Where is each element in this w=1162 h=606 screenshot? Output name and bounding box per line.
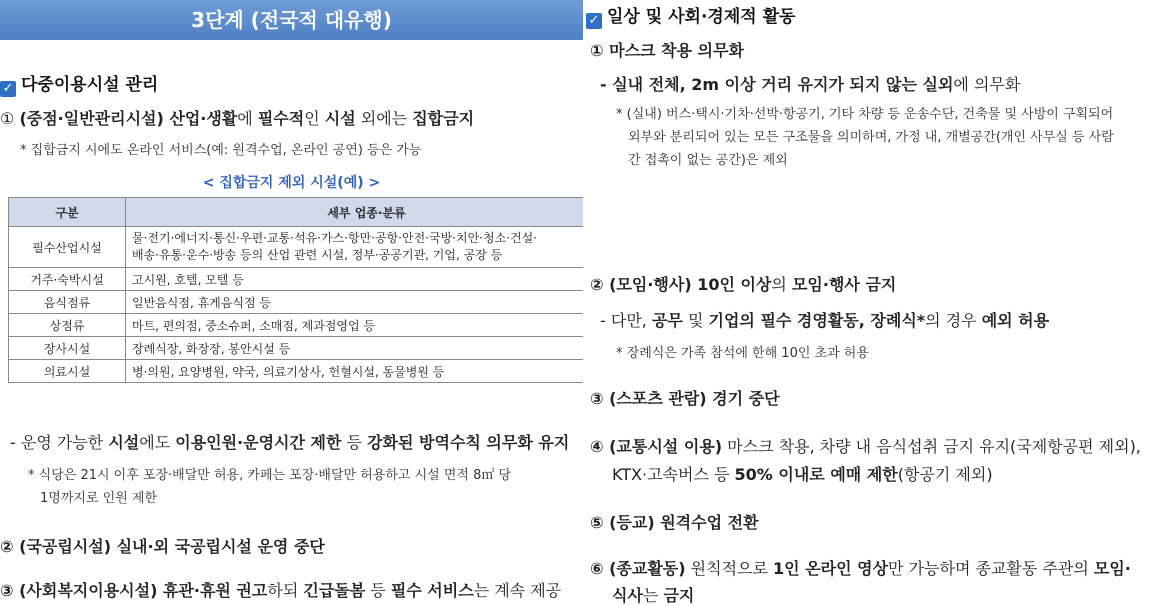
table-cell-category: 의료시설 xyxy=(9,360,126,383)
right-item2-part1: 의 xyxy=(771,275,792,294)
item3-part4: 필수 서비스 xyxy=(390,581,474,600)
right-item6-line2-part0: 식사 xyxy=(612,586,643,605)
table-header-category: 구분 xyxy=(9,198,126,227)
table-row xyxy=(9,227,584,268)
left-item1 xyxy=(0,106,583,130)
left-section-title xyxy=(0,70,158,97)
left-section-title-text: 다중이용시설 관리 xyxy=(21,75,159,95)
item1-note: * 집합금지 시에도 온라인 서비스(예: 원격수업, 온라인 공연) 등은 가능 xyxy=(20,143,422,158)
table-cell-category: 거주·숙박시설 xyxy=(9,268,126,291)
bullet1-part0: - 운영 가능한 xyxy=(10,433,109,452)
table-cell-detail: 일반음식점, 휴게음식점 등 xyxy=(126,291,584,314)
right-item1-note-line3: 간 접촉이 없는 공간)은 제외 xyxy=(628,153,788,168)
item1-part4: 시설 xyxy=(324,109,356,128)
bullet1-part2: 에도 xyxy=(139,433,176,452)
bullet1-note2: 1명까지로 인원 제한 xyxy=(40,491,157,506)
item3-part3: 등 xyxy=(365,581,391,600)
right-item1-note-line2: 외부와 분리되어 있는 모든 구조물을 의미하며, 가정 내, 개별공간(개인 사무실 등 사람 xyxy=(628,130,1114,145)
right-item2-line-part1: 공무 xyxy=(651,311,683,330)
table-cell-category: 장사시설 xyxy=(9,337,126,360)
right-item2-part2: 모임·행사 금지 xyxy=(791,275,897,294)
table-row xyxy=(9,291,584,314)
right-item1-line xyxy=(600,72,1020,95)
table-cell-category: 음식점류 xyxy=(9,291,126,314)
right-item2-line-part4: 의 경우 xyxy=(925,311,982,330)
item1-part1: 에 xyxy=(237,109,258,128)
right-item6-part2: 1인 온라인 영상 xyxy=(773,559,889,578)
right-item4-line2 xyxy=(612,462,993,485)
right-item2-line-part0: - 다만, xyxy=(600,311,652,330)
table-row xyxy=(9,268,584,291)
stage-banner: 3단계 (전국적 대유행) xyxy=(0,0,583,40)
bullet1-part1: 시설 xyxy=(108,433,140,452)
right-item4-line2-part0: KTX·고속버스 등 xyxy=(612,465,735,484)
right-item6-part1: 원칙적으로 xyxy=(685,559,774,578)
table-cell-detail: 고시원, 호텔, 모텔 등 xyxy=(126,268,584,291)
right-item4-line2-part1: 50% 이내로 예매 제한 xyxy=(734,465,898,484)
checkbox-icon: ✓ xyxy=(0,81,16,97)
item3-part5: 는 계속 제공 xyxy=(473,581,562,600)
right-item2 xyxy=(590,272,896,295)
right-item2-line-part2: 및 xyxy=(682,311,709,330)
right-item2-line xyxy=(600,308,1049,331)
item1-part3: 인 xyxy=(304,109,325,128)
bullet1-part5: 강화된 방역수칙 의무화 유지 xyxy=(367,433,570,452)
right-item1-line-part0: - 실내 전체, 2m 이상 거리 유지가 되지 않는 실외 xyxy=(600,75,954,94)
item3-part0: ③ (사회복지이용시설) 휴관·휴원 권고 xyxy=(0,581,268,600)
right-item1: ① 마스크 착용 의무화 xyxy=(590,41,744,60)
right-item6-part4: 모임· xyxy=(1093,559,1131,578)
bullet1-part4: 등 xyxy=(341,433,368,452)
table-row xyxy=(9,337,584,360)
right-item4-part1: 마스크 착용, 차량 내 음식섭취 금지 유지(국제항공편 제외), xyxy=(722,437,1141,456)
right-item2-line-part5: 예외 허용 xyxy=(981,311,1050,330)
bullet1-note1-wrap xyxy=(0,464,583,484)
right-item6-part0: ⑥ (종교활동) xyxy=(590,559,686,578)
right-item2-note: * 장례식은 가족 참석에 한해 10인 초과 허용 xyxy=(616,346,869,361)
right-item1-note-line1: * (실내) 버스·택시·기차·선박·항공기, 기타 차량 등 운송수단, 건축물 및 사방이 구획되어 xyxy=(616,107,1114,122)
right-item1-note xyxy=(616,103,1114,172)
checkbox-icon: ✓ xyxy=(586,13,602,29)
table-caption: < 집합금지 제외 시설(예) > xyxy=(202,175,381,191)
right-item6-line2 xyxy=(612,583,694,606)
right-item6-line2-part2: 금지 xyxy=(663,586,695,605)
left-item2: ② (국공립시설) 실내·외 국공립시설 운영 중단 xyxy=(0,537,325,556)
right-item2-part0: ② (모임·행사) 10인 이상 xyxy=(590,275,772,294)
table-cell-detail: 병·의원, 요양병원, 약국, 의료기상사, 헌혈시설, 동물병원 등 xyxy=(126,360,584,383)
right-item2-line-part3: 기업의 필수 경영활동, 장례식* xyxy=(708,311,926,330)
table-cell-detail: 마트, 편의점, 중소슈퍼, 소매점, 제과점영업 등 xyxy=(126,314,584,337)
table-header-detail: 세부 업종·분류 xyxy=(126,198,584,227)
item1-part0: (중점·일반관리시설) 산업·생활 xyxy=(19,109,238,128)
item1-part2: 필수적 xyxy=(257,109,305,128)
table-header-row xyxy=(9,198,584,227)
table-row xyxy=(9,360,584,383)
right-section-title-text: 일상 및 사회·경제적 활동 xyxy=(607,7,796,27)
item3-part2: 긴급돌봄 xyxy=(303,581,366,600)
right-item4-part0: ④ (교통시설 이용) xyxy=(590,437,723,456)
exempt-table xyxy=(8,197,583,383)
item1-part5: 외에는 xyxy=(355,109,413,128)
right-item3: ③ (스포츠 관람) 경기 중단 xyxy=(590,389,780,408)
table-cell-category: 필수산업시설 xyxy=(9,227,126,268)
item3-part1: 하되 xyxy=(267,581,304,600)
table-row xyxy=(9,314,584,337)
table-cell-detail-line2: 배송·유통·운수·방송 등의 산업 관련 시설, 정부·공공기관, 기업, 공장 등 xyxy=(132,248,503,262)
right-item6-part3: 만 가능하며 종교활동 주관의 xyxy=(888,559,1094,578)
item1-num: ① xyxy=(0,109,15,128)
bullet1-note1: * 식당은 21시 이후 포장·배달만 허용, 카페는 포장·배달만 허용하고 시설 면적 8㎡ 당 xyxy=(28,468,512,483)
table-cell-detail xyxy=(126,227,584,268)
right-item5: ⑤ (등교) 원격수업 전환 xyxy=(590,513,759,532)
table-cell-detail: 장례식장, 화장장, 봉안시설 등 xyxy=(126,337,584,360)
table-cell-detail-line1: 물·전기·에너지·통신·우편·교통·석유·가스·항만·공항·안전·국방·치안·청소·건설· xyxy=(132,231,537,245)
exempt-table-wrap xyxy=(0,197,583,413)
left-bullet1 xyxy=(0,430,583,454)
right-item6 xyxy=(590,556,1160,579)
right-item4-line2-part2: (항공기 제외) xyxy=(897,465,993,484)
bullet1-part3: 이용인원·운영시간 제한 xyxy=(175,433,342,452)
right-item6-line2-part1: 는 xyxy=(642,586,664,605)
right-section-title xyxy=(586,2,795,29)
item1-part6: 집합금지 xyxy=(412,109,475,128)
right-item1-line-part1: 에 의무화 xyxy=(953,75,1021,94)
right-item4 xyxy=(590,434,1160,457)
left-item3 xyxy=(0,578,583,602)
table-cell-category: 상점류 xyxy=(9,314,126,337)
